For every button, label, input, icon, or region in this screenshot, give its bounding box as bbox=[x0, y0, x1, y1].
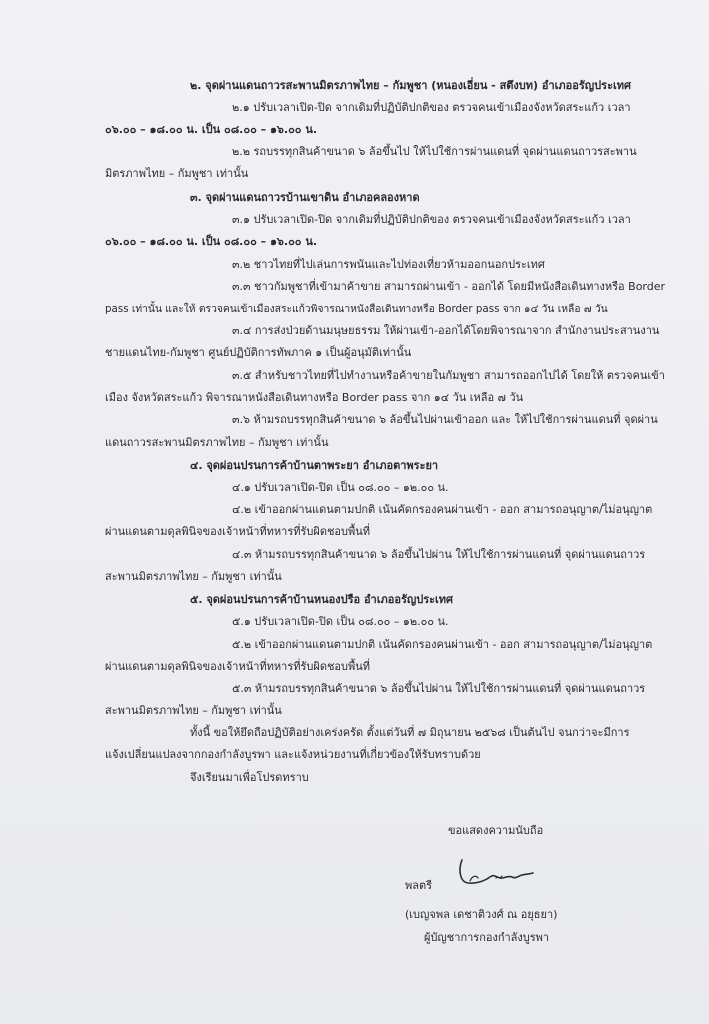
section-4-heading: ๔. จุดผ่อนปรนการค้าบ้านตาพระยา อำเภอตาพระยา bbox=[190, 459, 439, 472]
signer-title: ผู้บัญชาการกองกำลังบูรพา bbox=[424, 931, 550, 944]
item-4-3-line-2: สะพานมิตรภาพไทย – กัมพูชา เท่านั้น bbox=[105, 570, 282, 583]
section-2-heading: ๒. จุดผ่านแดนถาวรสะพานมิตรภาพไทย – กัมพูชา (หนองเอี่ยน - สตึงบท) อำเภออรัญประเทศ bbox=[190, 79, 631, 92]
item-4-1: ๔.๑ ปรับเวลาเปิด-ปิด เป็น ๐๘.๐๐ – ๑๒.๐๐ น. bbox=[232, 481, 449, 494]
closing-paragraph-line-2: แจ้งเปลี่ยนแปลงจากกองกำลังบูรพา และแจ้งหน่วยงานที่เกี่ยวข้องให้รับทราบด้วย bbox=[105, 748, 481, 761]
item-5-2-line-1: ๕.๒ เข้าออกผ่านแดนตามปกติ เน้นคัดกรองคนผ่านเข้า - ออก สามารถอนุญาต/ไม่อนุญาต bbox=[232, 638, 653, 651]
item-3-4-line-1: ๓.๔ การส่งป่วยด้านมนุษยธรรม ให้ผ่านเข้า-ออกได้โดยพิจารณาจาก สำนักงานประสานงาน bbox=[232, 324, 660, 337]
item-3-3-line-2: pass เท่านั้น และให้ ตรวจคนเข้าเมืองสระแก้วพิจารณาหนังสือเดินทางหรือ Border pass จาก ๑๔ วัน เหลือ ๗ วัน bbox=[105, 303, 608, 315]
item-4-2-line-1: ๔.๒ เข้าออกผ่านแดนตามปกติ เน้นคัดกรองคนผ่านเข้า - ออก สามารถอนุญาต/ไม่อนุญาต bbox=[232, 503, 653, 516]
item-4-3-line-1: ๔.๓ ห้ามรถบรรทุกสินค้าขนาด ๖ ล้อขึ้นไปผ่าน ให้ไปใช้การผ่านแดนที่ จุดผ่านแดนถาวร bbox=[232, 548, 646, 561]
item-3-5-line-1: ๓.๕ สำหรับชาวไทยที่ไปทำงานหรือค้าขายในกัมพูชา สามารถออกไปได้ โดยให้ ตรวจคนเข้า bbox=[232, 369, 665, 382]
item-3-4-line-2: ชายแดนไทย-กัมพูชา ศูนย์ปฏิบัติการทัพภาค ๑ เป็นผู้อนุมัติเท่านั้น bbox=[105, 346, 412, 359]
closing-salutation: ขอแสดงความนับถือ bbox=[448, 824, 544, 837]
item-3-1-line-1: ๓.๑ ปรับเวลาเปิด-ปิด จากเดิมที่ปฏิบัติปกติของ ตรวจคนเข้าเมืองจังหวัดสระแก้ว เวลา bbox=[232, 213, 631, 226]
item-5-2-line-2: ผ่านแดนตามดุลพินิจของเจ้าหน้าที่ทหารที่รับผิดชอบพื้นที่ bbox=[105, 660, 371, 673]
signer-name: (เบญจพล เดชาติวงศ์ ณ อยุธยา) bbox=[405, 908, 558, 921]
item-4-2-line-2: ผ่านแดนตามดุลพินิจของเจ้าหน้าที่ทหารที่รับผิดชอบพื้นที่ bbox=[105, 525, 371, 538]
item-3-5-line-2: เมือง จังหวัดสระแก้ว พิจารณาหนังสือเดินทางหรือ Border pass จาก ๑๔ วัน เหลือ ๗ วัน bbox=[105, 391, 524, 404]
item-3-6-line-2: แดนถาวรสะพานมิตรภาพไทย – กัมพูชา เท่านั้น bbox=[105, 436, 329, 449]
closing-paragraph-line-1: ทั้งนี้ ขอให้ยึดถือปฏิบัติอย่างเคร่งครัด ตั้งแต่วันที่ ๗ มิถุนายน ๒๕๖๘ เป็นต้นไป จนกว่าจะมีการ bbox=[190, 726, 630, 739]
item-3-1-line-2: ๐๖.๐๐ – ๑๘.๐๐ น. เป็น ๐๘.๐๐ – ๑๖.๐๐ น. bbox=[105, 235, 318, 248]
item-2-1-line-2: ๐๖.๐๐ – ๑๘.๐๐ น. เป็น ๐๘.๐๐ – ๑๖.๐๐ น. bbox=[105, 123, 318, 136]
item-3-2: ๓.๒ ชาวไทยที่ไปเล่นการพนันและไปท่องเที่ยวห้ามออกนอกประเทศ bbox=[232, 258, 545, 271]
item-3-3-line-1: ๓.๓ ชาวกัมพูชาที่เข้ามาค้าขาย สามารถผ่านเข้า - ออกได้ โดยมีหนังสือเดินทางหรือ Border bbox=[232, 280, 666, 293]
item-5-3-line-2: สะพานมิตรภาพไทย – กัมพูชา เท่านั้น bbox=[105, 704, 282, 717]
item-2-2-line-1: ๒.๒ รถบรรทุกสินค้าขนาด ๖ ล้อขึ้นไป ให้ไปใช้การผ่านแดนที่ จุดผ่านแดนถาวรสะพาน bbox=[232, 145, 637, 158]
item-3-6-line-1: ๓.๖ ห้ามรถบรรทุกสินค้าขนาด ๖ ล้อขึ้นไปผ่านเข้าออก และ ให้ไปใช้การผ่านแดนที่ จุดผ่าน bbox=[232, 413, 658, 426]
item-5-1: ๕.๑ ปรับเวลาเปิด-ปิด เป็น ๐๘.๐๐ – ๑๒.๐๐ น. bbox=[232, 615, 449, 628]
section-5-heading: ๕. จุดผ่อนปรนการค้าบ้านหนองปรือ อำเภออรัญประเทศ bbox=[190, 593, 454, 606]
item-2-1-line-1: ๒.๑ ปรับเวลาเปิด-ปิด จากเดิมที่ปฏิบัติปกติของ ตรวจคนเข้าเมืองจังหวัดสระแก้ว เวลา bbox=[232, 101, 631, 114]
item-2-2-line-2: มิตรภาพไทย – กัมพูชา เท่านั้น bbox=[105, 167, 249, 180]
signer-rank: พลตรี bbox=[405, 879, 433, 892]
signature bbox=[456, 850, 536, 894]
item-5-3-line-1: ๕.๓ ห้ามรถบรรทุกสินค้าขนาด ๖ ล้อขึ้นไปผ่าน ให้ไปใช้การผ่านแดนที่ จุดผ่านแดนถาวร bbox=[232, 682, 646, 695]
notification-line: จึงเรียนมาเพื่อโปรดทราบ bbox=[190, 771, 309, 784]
section-3-heading: ๓. จุดผ่านแดนถาวรบ้านเขาดิน อำเภอคลองหาด bbox=[190, 191, 420, 204]
